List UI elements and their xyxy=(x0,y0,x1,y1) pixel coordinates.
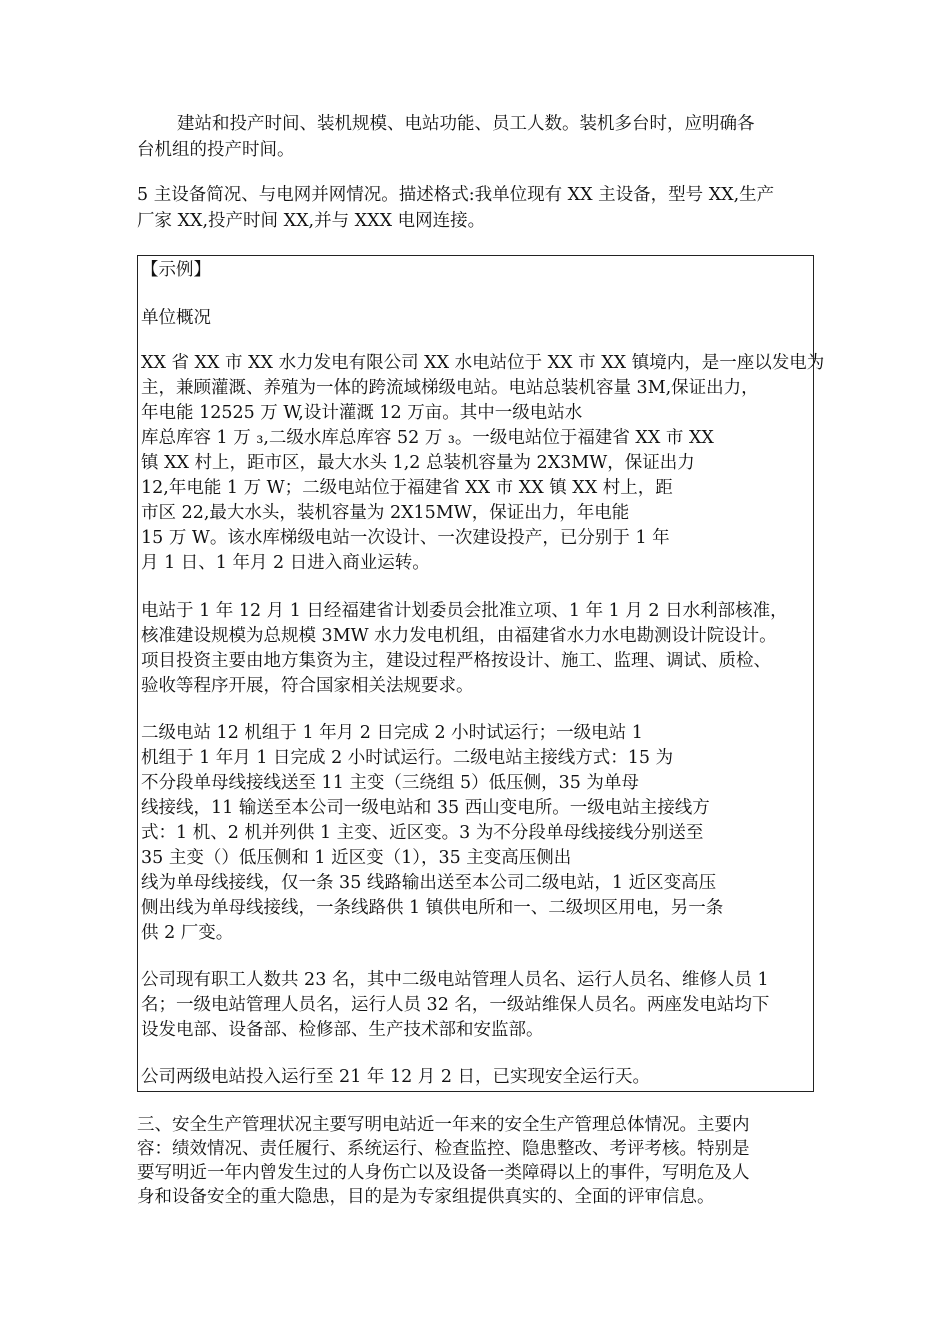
text-line: 核准建设规模为总规模 3MW 水力发电机组，由福建省水力水电勘测设计院设计。 xyxy=(141,626,777,646)
text-line: 月 1 日、1 年月 2 日进入商业运转。 xyxy=(141,553,430,573)
text-line: 侧出线为单母线接线，一条线路供 1 镇供电所和一、二级坝区用电，另一条 xyxy=(141,898,724,918)
text-line: 不分段单母线接线送至 11 主变（三绕组 5）低压侧，35 为单母 xyxy=(141,773,639,793)
example-heading: 【示例】 xyxy=(141,260,211,280)
text-line: 镇 XX 村上，距市区，最大水头 1,2 总装机容量为 2X3MW，保证出力 xyxy=(141,453,695,473)
example-box xyxy=(137,255,825,1092)
text-line: 主，兼顾灌溉、养殖为一体的跨流域梯级电站。电站总装机容量 3M,保证出力， xyxy=(141,378,759,398)
text-line: 二级电站 12 机组于 1 年月 2 日完成 2 小时试运行；一级电站 1 xyxy=(141,723,643,743)
text-line: 建站和投产时间、装机规模、电站功能、员工人数。装机多台时，应明确各 xyxy=(177,114,755,134)
text-line: 电站于 1 年 12 月 1 日经福建省计划委员会批准立项、1 年 1 月 2 日水利部核准， xyxy=(141,601,788,621)
text-line: 供 2 厂变。 xyxy=(141,923,234,943)
text-line: 线接线，11 输送至本公司一级电站和 35 西山变电所。一级电站主接线方 xyxy=(141,798,710,818)
text-line: 年电能 12525 万 W,设计灌溉 12 万亩。其中一级电站水 xyxy=(141,403,583,423)
text-line: 验收等程序开展，符合国家相关法规要求。 xyxy=(141,676,474,696)
text-line: 15 万 W。该水库梯级电站一次设计、一次建设投产，已分别于 1 年 xyxy=(141,528,670,548)
text-line: 要写明近一年内曾发生过的人身伤亡以及设备一类障碍以上的事件，写明危及人 xyxy=(137,1163,750,1183)
text-line: 12,年电能 1 万 W；二级电站位于福建省 XX 市 XX 镇 XX 村上，距 xyxy=(141,478,673,498)
text-line: XX 省 XX 市 XX 水力发电有限公司 XX 水电站位于 XX 市 XX 镇境内，是一座以发电为 xyxy=(141,353,825,373)
text-line: 项目投资主要由地方集资为主，建设过程严格按设计、施工、监理、调试、质检、 xyxy=(141,651,771,671)
text-line: 公司现有职工人数共 23 名，其中二级电站管理人员名、运行人员名、维修人员 1 xyxy=(141,970,769,990)
text-line: 线为单母线接线，仅一条 35 线路输出送至本公司二级电站，1 近区变高压 xyxy=(141,873,717,893)
text-line: 设发电部、设备部、检修部、生产技术部和安监部。 xyxy=(141,1020,544,1040)
text-line: 名；一级电站管理人员名，运行人员 32 名，一级站维保人员名。两座发电站均下 xyxy=(141,995,770,1015)
text-line: 身和设备安全的重大隐患，目的是为专家组提供真实的、全面的评审信息。 xyxy=(137,1187,715,1207)
text-line: 库总库容 1 万 ₃,二级水库总库容 52 万 ₃。一级电站位于福建省 XX 市 XX xyxy=(141,428,714,448)
text-line: 式：1 机、2 机并列供 1 主变、近区变。3 为不分段单母线接线分别送至 xyxy=(141,823,704,843)
text-line: 市区 22,最大水头，装机容量为 2X15MW，保证出力，年电能 xyxy=(141,503,630,523)
text-line: 5 主设备简况、与电网并网情况。描述格式:我单位现有 XX 主设备，型号 XX,生产 xyxy=(137,185,775,205)
text-line: 厂家 XX,投产时间 XX,并与 XXX 电网连接。 xyxy=(137,211,486,231)
text-line: 35 主变（）低压侧和 1 近区变（1），35 主变高压侧出 xyxy=(141,848,572,868)
text-line: 公司两级电站投入运行至 21 年 12 月 2 日，已实现安全运行天。 xyxy=(141,1067,651,1087)
text-line: 台机组的投产时间。 xyxy=(137,140,295,160)
text-line: 容：绩效情况、责任履行、系统运行、检查监控、隐患整改、考评考核。特别是 xyxy=(137,1139,750,1159)
text-line: 机组于 1 年月 1 日完成 2 小时试运行。二级电站主接线方式：15 为 xyxy=(141,748,674,768)
text-line: 三、安全生产管理状况主要写明电站近一年来的安全生产管理总体情况。主要内 xyxy=(137,1115,750,1135)
section-subheading: 单位概况 xyxy=(141,308,211,328)
